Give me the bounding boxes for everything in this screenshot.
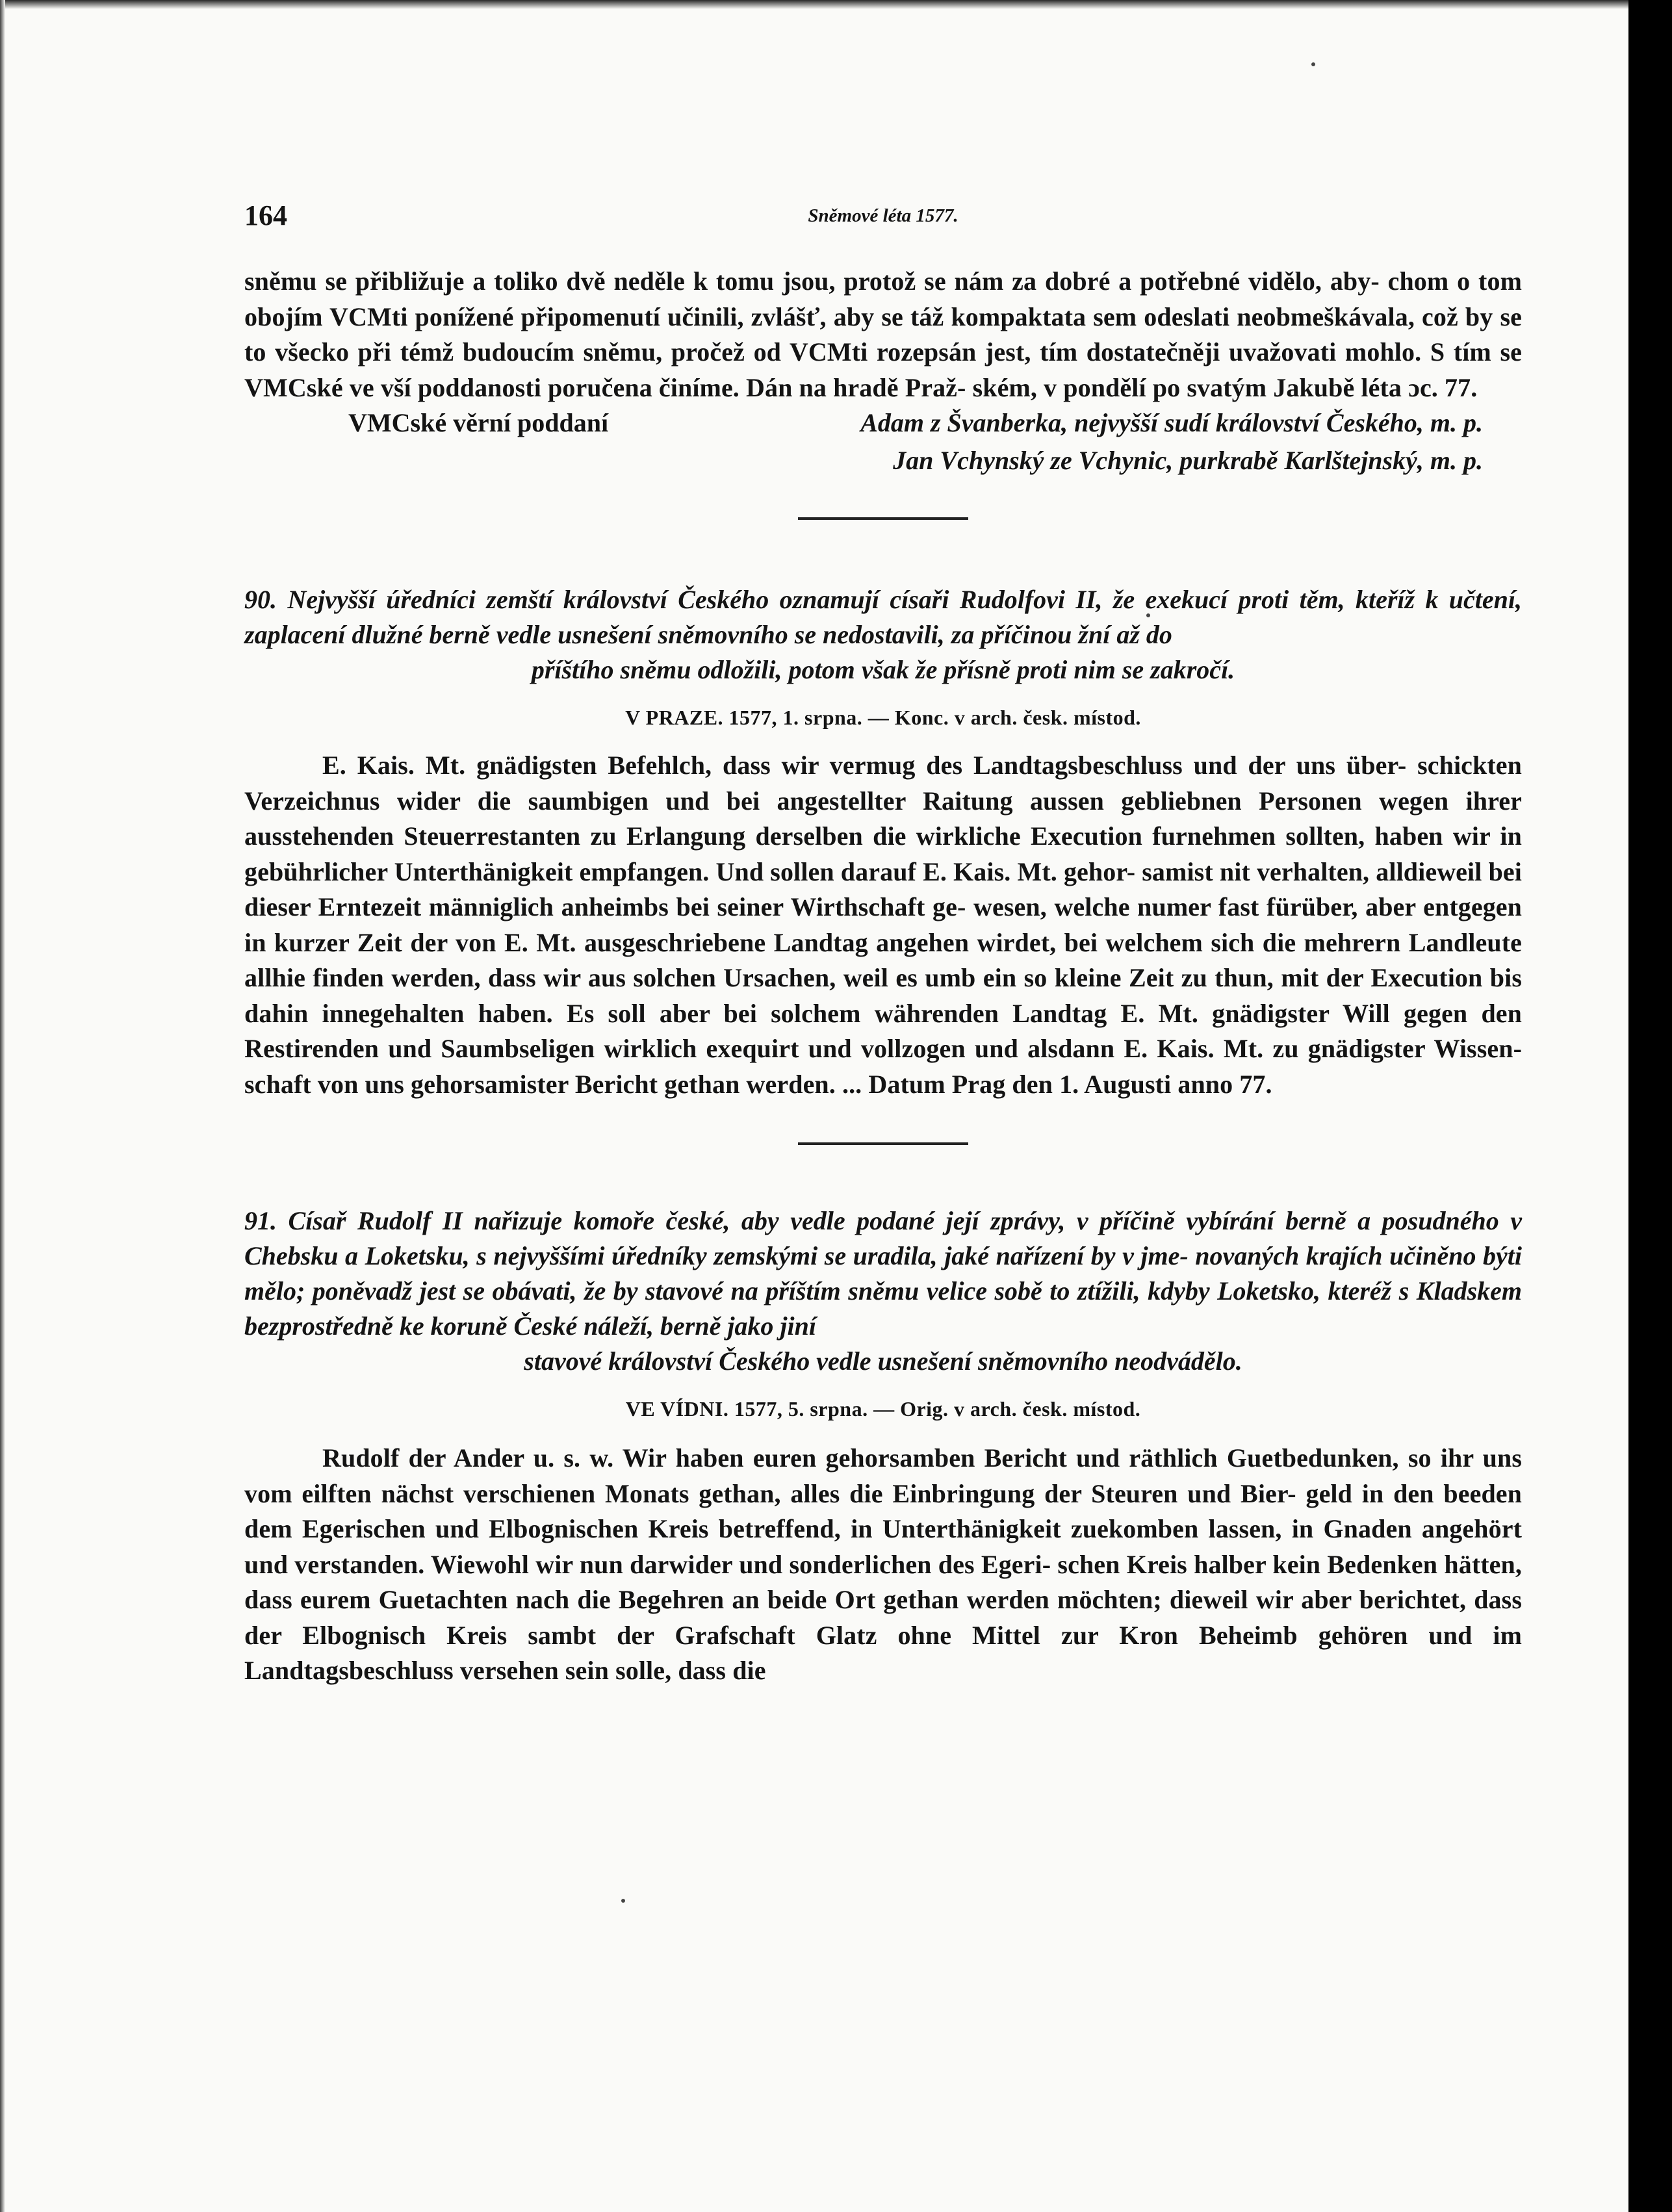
document-91-heading-end xyxy=(244,1344,1522,1379)
signature-left: VMCské věrní poddaní xyxy=(348,408,609,437)
running-head xyxy=(244,195,1522,240)
running-title: Sněmové léta 1577. xyxy=(808,205,958,226)
scan-speck xyxy=(621,1899,625,1903)
document-90-body xyxy=(244,748,1522,1102)
document-90-heading-end xyxy=(244,652,1522,688)
text-line: haben. Es soll aber bei solchem währenden Landtag E. Mt. gnädigster Will gegen den Restirenden xyxy=(244,998,1522,1063)
text-line: lassen, in Gnaden angehört und verstanden. Wiewohl wir nun darwider und sonderlichen des Egeri- xyxy=(244,1514,1522,1579)
text-line: Landtag angehen wirdet, bei welchem sich die mehrern Landleute allhie finden werden, dass wir aus xyxy=(244,927,1522,992)
heading-line: a posudného v Chebsku a Loketsku, s nejvyššími úředníky zemskými se uradila, jaké nařízení by v jme- xyxy=(244,1206,1523,1270)
text-line: schaft von uns gehorsamister Bericht gethan werden. ... Datum Prag den 1. Augusti anno 77. xyxy=(244,1069,1272,1099)
text-line: geld in den beeden dem Egerischen und Elbognischen Kreis betreffend, in Unterthänigkeit zuekomben xyxy=(244,1478,1522,1543)
document-91-source: VE VÍDNI. 1577, 5. srpna. — Orig. v arch. česk. místod. xyxy=(625,1397,1141,1421)
signature-right-2: Jan Vchynský ze Vchynic, purkrabě Karlštejnský, m. p. xyxy=(893,446,1483,475)
scan-speck xyxy=(1311,62,1315,66)
text-line: E. Kais. Mt. gnädigsten Befehlch, dass wir vermug des Landtagsbeschluss und der uns über- xyxy=(322,751,1407,780)
document-90-source: V PRAZE. 1577, 1. srpna. — Konc. v arch. česk. místod. xyxy=(625,706,1141,729)
text-line: ském, v pondělí po svatým Jakubě léta ɔc. 77. xyxy=(972,372,1478,402)
text-line: schen Kreis halber kein Bedenken hätten, dass eurem Guetachten nach die Begehren an beide Ort xyxy=(244,1549,1522,1614)
heading-line: stavové království Českého vedle usnešení sněmovního neodvádělo. xyxy=(524,1346,1242,1376)
text-line: Rudolf der Ander u. s. w. Wir haben euren gehorsamben Bericht und räthlich Guetbedunken, xyxy=(322,1443,1399,1473)
text-line: samist nit verhalten, alldieweil bei dieser Erntezeit männiglich anheimbs bei seiner Wirthschaft ge- xyxy=(244,856,1522,921)
heading-line: 90. Nejvyšší úředníci zemští království Českého oznamují císaři Rudolfovi II, že exekucí proti těm, xyxy=(244,585,1345,614)
signature-row-1 xyxy=(244,405,1522,441)
heading-line: sobě to ztížili, kdyby Loketsko, kteréž s Kladskem bezprostředně ke koruně České náleží, berně jako jiní xyxy=(244,1276,1523,1341)
document-91-body xyxy=(244,1441,1522,1689)
heading-line: 91. Císař Rudolf II nařizuje komoře české, aby vedle podané její zprávy, v příčině vybírání berně xyxy=(244,1206,1346,1235)
signature-row-2 xyxy=(244,443,1522,478)
text-line: sněmu se přibližuje a toliko dvě neděle k tomu jsou, protož se nám za dobré a potřebné vidělo, aby- xyxy=(244,266,1380,296)
heading-line: příštího sněmu odložili, potom však že přísně proti nim se zakročí. xyxy=(531,655,1235,684)
signature-right-1: Adam z Švanberka, nejvyšší sudí království Českého, m. p. xyxy=(860,408,1483,437)
document-90-heading xyxy=(244,582,1522,652)
text-line: neobmeškávala, což by se to všecko při témž budoucím sněmu, pročež od VCMti rozepsán jest, tím xyxy=(244,302,1522,367)
text-line: Glatz ohne Mittel zur Kron Beheimb gehören und im Landtagsbeschluss versehen sein solle, dass die xyxy=(244,1620,1523,1685)
scan-top-shadow xyxy=(0,0,1628,9)
text-line: so ihr uns vom eilften nächst verschienen Monats gethan, alles die Einbringung der Steuren und Bier- xyxy=(244,1443,1522,1508)
continued-letter-paragraph xyxy=(244,264,1522,405)
text-line: chom o tom obojím VCMti ponížené připomenutí učinili, zvlášť, aby se táž kompaktata sem odeslati xyxy=(244,266,1522,331)
text-line: wesen, welche numer fast fürüber, aber entgegen in kurzer Zeit der von E. Mt. ausgeschriebene xyxy=(244,892,1522,957)
scan-left-shadow xyxy=(0,0,5,2212)
text-line: und Saumbseligen wirklich exequirt und vollzogen und alsdann E. Kais. Mt. zu gnädigster Wissen- xyxy=(388,1034,1522,1063)
text-line: solchen Ursachen, weil es umb ein so kleine Zeit zu thun, mit der Execution bis dahin innegehalten xyxy=(244,963,1522,1028)
text-line: dostatečněji uvažovati mohlo. S tím se VMCské ve vší poddanosti poručena činíme. Dán na hradě Praž- xyxy=(244,337,1522,402)
page-content xyxy=(244,195,1522,1689)
text-line: gethan werden möchten; dieweil wir aber berichtet, dass der Elbognisch Kreis sambt der Grafschaft xyxy=(244,1585,1522,1650)
document-91-heading xyxy=(244,1203,1522,1344)
page-number: 164 xyxy=(244,199,287,231)
text-line: schickten Verzeichnus wider die saumbigen und bei angestellter Raitung aussen gebliebnen Personen xyxy=(244,751,1522,816)
text-line: sollten, haben wir in gebührlicher Unterthänigkeit empfangen. Und sollen darauf E. Kais. Mt. gehor- xyxy=(244,821,1522,886)
text-line: wegen ihrer ausstehenden Steuerrestanten zu Erlangung derselben die wirkliche Execution furnehmen xyxy=(244,786,1522,851)
heading-line: kteříž k učtení, zaplacení dlužné berně vedle usnešení sněmovního se nedostavili, za příčinou žní až do xyxy=(244,585,1523,649)
heading-line: novaných krajích učiněno býti mělo; poněvadž jest se obávati, že by stavové na příštím sněmu velice xyxy=(244,1241,1522,1305)
scan-right-border xyxy=(1628,0,1672,2212)
